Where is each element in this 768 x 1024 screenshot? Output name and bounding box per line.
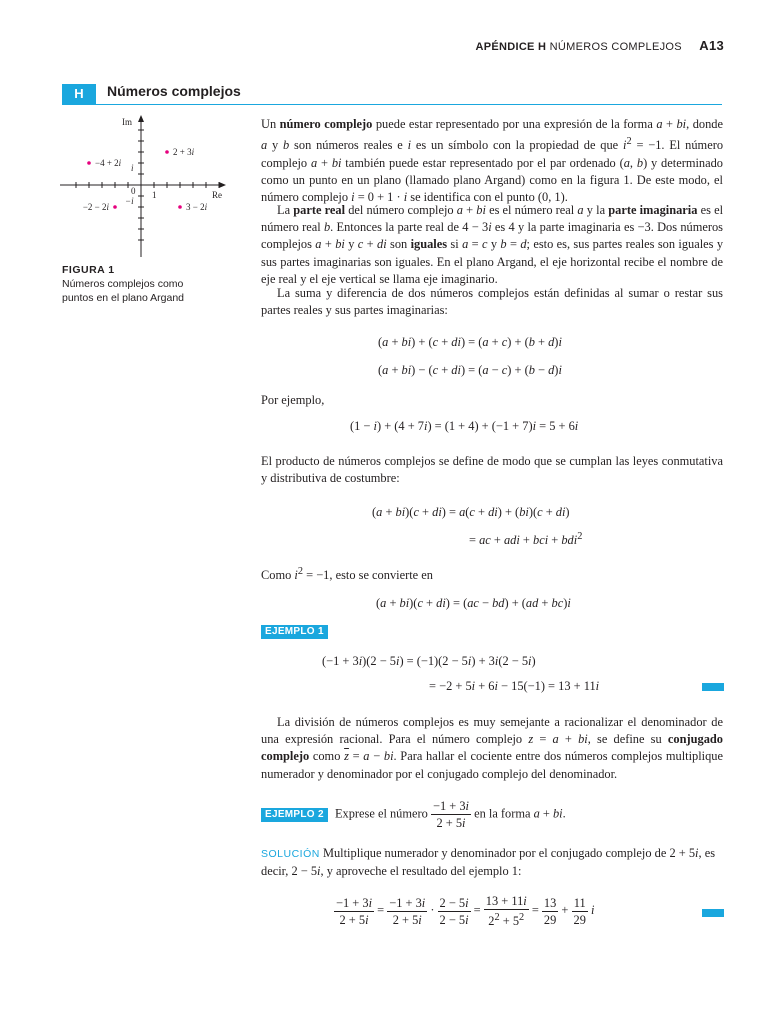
frac6-num: 11 xyxy=(572,895,588,912)
argand-plane-figure xyxy=(58,112,228,262)
complex-point-0 xyxy=(165,150,169,154)
origin-label: 0 xyxy=(131,186,136,196)
text-como: Como $i^2 = -1$, esto se convierte en xyxy=(261,566,433,583)
equation-product-1: (a + bi)(c + di) = a(c + di) + (bi)(c + di) xyxy=(372,505,570,519)
example-1-line-2: = −2 + 5i + 6i − 15(−1) = 13 + 11i xyxy=(429,679,600,693)
paragraph-real-imag-parts: La parte real del número complejo a + bi es el número real a y la parte imaginaria es el número real b. Entonces la parte real de 4 − 3i es 4 y la parte imaginaria es −3. Dos números complejos a + bi y c + di son iguales si a = c y b = d; esto es, sus partes reales son iguales y sus partes imaginarias son iguales. En el plano Argand, el eje horizontal recibe el nombre de eje real y el eje vertical se llama eje imaginario. xyxy=(261,203,724,286)
section-rule xyxy=(62,104,722,105)
example-2-post: en la forma a + bi. xyxy=(474,806,566,821)
tick-label-neg-i: −i xyxy=(125,196,134,206)
example-2-end-marker xyxy=(702,909,724,917)
quotient-fraction-6 xyxy=(572,895,588,928)
text-por-ejemplo: Por ejemplo, xyxy=(261,393,325,407)
axis-label-re: Re xyxy=(212,190,222,200)
frac3-den: 2 − 5i xyxy=(439,912,469,927)
equation-product-2: = ac + adi + bci + bdi$^2$ xyxy=(469,531,583,548)
example-2-denominator: 2 + 5i xyxy=(436,816,466,830)
section-title: Números complejos xyxy=(107,83,241,99)
frac2-num: −1 + 3i xyxy=(389,895,426,910)
complex-point-label-0: 2 + 3i xyxy=(173,147,195,157)
complex-points xyxy=(83,147,208,212)
frac4-num: 13 + 11i xyxy=(485,894,527,908)
quotient-fraction-4 xyxy=(484,893,529,929)
complex-point-1 xyxy=(87,161,91,165)
complex-point-label-2: −2 − 2i xyxy=(82,202,109,212)
quotient-fraction-1 xyxy=(334,895,374,928)
quotient-fraction-3 xyxy=(438,895,471,928)
frac5-den: 29 xyxy=(543,912,557,927)
equation-quotient: $\frac{-1 + 3i}{2 + 5i}$ = $\frac{-1 + 3i}{2 + 5i}$ · $\frac{2 - 5i}{2 - 5i}$ = $\frac{13 + 11i}{2^2 + 5^2}$ = $\frac{13}{29}$ + $\frac{11}{29}$ i xyxy=(336,894,595,929)
running-header xyxy=(475,38,724,53)
quotient-fraction-5 xyxy=(542,895,558,928)
frac1-num: −1 + 3i xyxy=(336,895,373,910)
example-1-label: EJEMPLO 1 xyxy=(261,625,328,639)
example-2-label: EJEMPLO 2 xyxy=(261,808,328,822)
quotient-final-i: i xyxy=(591,902,595,917)
figure-caption xyxy=(62,263,202,305)
solution-paragraph xyxy=(261,845,723,880)
frac5-num: 13 xyxy=(543,895,557,910)
complex-point-3 xyxy=(178,205,182,209)
solution-text: Multiplique numerador y denominador por el conjugado complejo de 2 + 5i, es decir, 2 − 5i, y aproveche el resultado del ejemplo 1: xyxy=(261,846,716,879)
equation-product-3: (a + bi)(c + di) = (ac − bd) + (ad + bc)i xyxy=(376,596,571,610)
example-2-numerator: −1 + 3i xyxy=(432,799,469,813)
equation-difference: (a + bi) − (c + di) = (a − c) + (b − d)i xyxy=(378,363,562,377)
equation-sum: (a + bi) + (c + di) = (a + c) + (b + d)i xyxy=(378,335,562,349)
tick-label-i: i xyxy=(131,163,134,173)
frac6-den: 29 xyxy=(573,912,586,927)
figure-caption-text: Números complejos como puntos en el plano Argand xyxy=(62,278,185,304)
figure-label: FIGURA 1 xyxy=(62,264,115,276)
axis-label-im: Im xyxy=(122,117,132,127)
page-number: A13 xyxy=(699,38,724,53)
frac1-den: 2 + 5i xyxy=(339,912,369,927)
complex-point-label-1: −4 + 2i xyxy=(95,158,122,168)
header-appendix: APÉNDICE H xyxy=(475,41,547,53)
paragraph-definition: Un número complejo puede estar representado por una expresión de la forma a + bi, donde a y b son números reales e i es un símbolo con la propiedad de que $i^2 = -1$. El número complejo a + bi también puede estar representado por el par ordenado (a, b) y determinado como un punto en un plano (llamado plano Argand) como en la figura 1. De este modo, el número complejo i = 0 + 1 · i se identifica con el punto (0, 1). xyxy=(261,117,724,204)
example-1-end-marker xyxy=(702,683,724,691)
frac2-den: 2 + 5i xyxy=(392,912,422,927)
tick-label-one: 1 xyxy=(152,190,157,200)
complex-point-2 xyxy=(113,205,117,209)
quotient-fraction-2 xyxy=(387,895,427,928)
frac4-den: $2^2 + 5^2$ xyxy=(488,912,525,929)
example-2-fraction xyxy=(431,798,471,831)
frac3-num: 2 − 5i xyxy=(439,895,469,910)
complex-point-label-3: 3 − 2i xyxy=(186,202,208,212)
example-2-pre: Exprese el número xyxy=(334,806,428,821)
example-1-line-1: (−1 + 3i)(2 − 5i) = (−1)(2 − 5i) + 3i(2 − 5i) xyxy=(322,654,536,668)
paragraph-division-conjugate: La división de números complejos es muy semejante a racionalizar el denominador de una expresión racional. Para el número complejo z = a + bi, se define su conjugado complejo como $\overline{z} = a$ − bi. Para hallar el cociente entre dos números complejos multiplique numerador y denominador por el conjugado complejo del denominador. xyxy=(261,715,723,781)
paragraph-sum-difference: La suma y diferencia de dos números complejos están definidas al sumar o restar sus partes reales y sus partes imaginarias: xyxy=(261,286,723,318)
section-letter: H xyxy=(62,84,96,104)
equation-example-sum: (1 − i) + (4 + 7i) = (1 + 4) + (−1 + 7)i = 5 + 6i xyxy=(350,419,579,433)
header-topic: NÚMEROS COMPLEJOS xyxy=(549,41,682,53)
imaginary-axis-arrow xyxy=(138,115,144,122)
paragraph-product: El producto de números complejos se define de modo que se cumplan las leyes conmutativa y distributiva de costumbre: xyxy=(261,454,723,486)
solution-label: SOLUCIÓN xyxy=(261,848,320,860)
example-2-statement xyxy=(261,798,566,831)
real-axis-arrow xyxy=(219,182,226,188)
